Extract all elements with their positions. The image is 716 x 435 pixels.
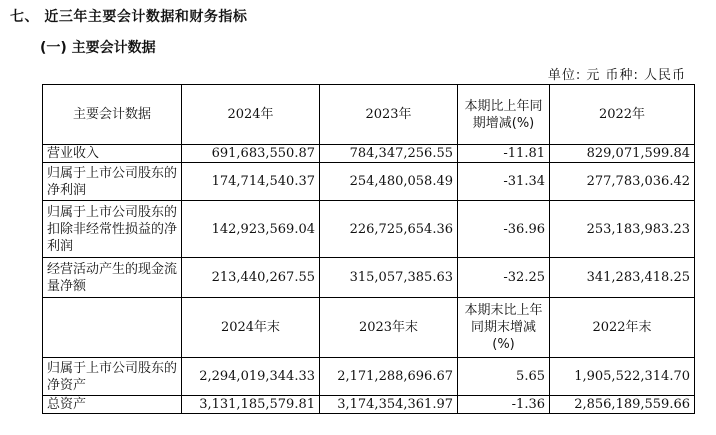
value-2022: 829,071,599.84 — [550, 145, 695, 163]
change-percent: -1.36 — [458, 396, 550, 414]
header-cell: 2022年 — [550, 85, 695, 145]
value-2024: 2,294,019,344.33 — [182, 358, 320, 396]
change-percent: 5.65 — [458, 358, 550, 396]
value-2023: 226,725,654.36 — [320, 201, 458, 258]
row-label: 经营活动产生的现金流量净额 — [43, 258, 182, 298]
row-label: 营业收入 — [43, 145, 182, 163]
table-header-row — [43, 298, 695, 358]
row-label: 总资产 — [43, 396, 182, 414]
header-cell: 本期比上年同期增减(%) — [458, 85, 550, 145]
value-2024: 174,714,540.37 — [182, 163, 320, 201]
section-title: 七、 近三年主要会计数据和财务指标 — [10, 9, 248, 25]
row-label: 归属于上市公司股东的扣除非经常性损益的净利润 — [43, 201, 182, 258]
row-label: 归属于上市公司股东的净资产 — [43, 358, 182, 396]
subsection-title: (一) 主要会计数据 — [40, 40, 156, 56]
header-cell: 2024年末 — [182, 298, 320, 358]
value-2024: 691,683,550.87 — [182, 145, 320, 163]
change-percent: -31.34 — [458, 163, 550, 201]
value-2024: 142,923,569.04 — [182, 201, 320, 258]
value-2023: 784,347,256.55 — [320, 145, 458, 163]
value-2023: 3,174,354,361.97 — [320, 396, 458, 414]
header-cell: 主要会计数据 — [43, 85, 182, 145]
header-cell: 2023年末 — [320, 298, 458, 358]
change-percent: -11.81 — [458, 145, 550, 163]
unit-currency-note: 单位: 元 币种: 人民币 — [547, 68, 686, 83]
value-2022: 253,183,983.23 — [550, 201, 695, 258]
table-row — [43, 258, 695, 298]
header-cell: 2022年末 — [550, 298, 695, 358]
header-cell: 2023年 — [320, 85, 458, 145]
value-2022: 341,283,418.25 — [550, 258, 695, 298]
accounting-data-table — [42, 84, 695, 414]
row-label: 归属于上市公司股东的净利润 — [43, 163, 182, 201]
change-percent: -36.96 — [458, 201, 550, 258]
table-row — [43, 201, 695, 258]
table-row — [43, 145, 695, 163]
table-header-row — [43, 85, 695, 145]
header-cell: 本期末比上年同期末增减(%) — [458, 298, 550, 358]
table-row — [43, 358, 695, 396]
value-2022: 277,783,036.42 — [550, 163, 695, 201]
value-2022: 1,905,522,314.70 — [550, 358, 695, 396]
table-row — [43, 396, 695, 414]
change-percent: -32.25 — [458, 258, 550, 298]
value-2022: 2,856,189,559.66 — [550, 396, 695, 414]
value-2023: 2,171,288,696.67 — [320, 358, 458, 396]
value-2023: 315,057,385.63 — [320, 258, 458, 298]
header-cell: 2024年 — [182, 85, 320, 145]
table-row — [43, 163, 695, 201]
value-2024: 3,131,185,579.81 — [182, 396, 320, 414]
value-2023: 254,480,058.49 — [320, 163, 458, 201]
header-cell — [43, 298, 182, 358]
value-2024: 213,440,267.55 — [182, 258, 320, 298]
